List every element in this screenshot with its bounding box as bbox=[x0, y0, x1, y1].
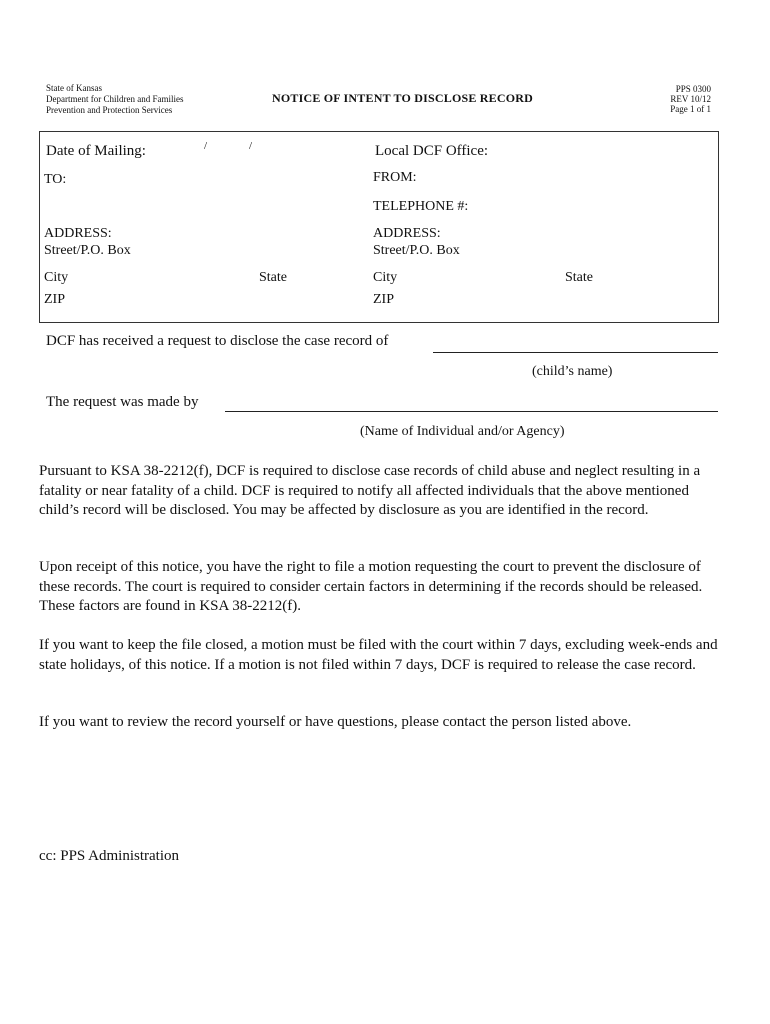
from-city-label: City bbox=[373, 270, 398, 285]
to-label: TO: bbox=[44, 172, 67, 187]
to-city-label: City bbox=[44, 270, 69, 285]
form-revision: REV 10/12 bbox=[670, 94, 711, 104]
date-of-mailing-label: Date of Mailing: bbox=[46, 143, 146, 159]
to-zip-label: ZIP bbox=[44, 292, 65, 307]
childs-name-caption: (child’s name) bbox=[532, 364, 613, 379]
form-page: Page 1 of 1 bbox=[670, 104, 711, 114]
date-separator-2: / bbox=[249, 140, 253, 152]
agency-line-department: Department for Children and Families bbox=[46, 94, 184, 104]
telephone-label: TELEPHONE #: bbox=[373, 199, 469, 214]
request-received-text: DCF has received a request to disclose the case record of bbox=[46, 333, 389, 349]
paragraph-motion-rights: Upon receipt of this notice, you have the right to file a motion requesting the court to prevent the disclosure of these records. The court is required to consider certain factors in determining if the records should be released. These factors are found in KSA 38-2212(f). bbox=[39, 559, 703, 614]
form-number: PPS 0300 bbox=[675, 84, 711, 94]
to-street-label: Street/P.O. Box bbox=[44, 243, 131, 258]
to-state-label: State bbox=[259, 270, 287, 285]
form-id-block bbox=[670, 84, 711, 114]
from-street-label: Street/P.O. Box bbox=[373, 243, 460, 258]
requester-name-field[interactable] bbox=[225, 411, 718, 412]
requester-caption: (Name of Individual and/or Agency) bbox=[360, 424, 565, 439]
from-address-label: ADDRESS: bbox=[373, 226, 441, 241]
agency-block bbox=[46, 83, 183, 116]
form-title: NOTICE OF INTENT TO DISCLOSE RECORD bbox=[272, 91, 533, 105]
agency-line-state: State of Kansas bbox=[46, 83, 102, 93]
from-state-label: State bbox=[565, 270, 593, 285]
paragraph-contact: If you want to review the record yourself or have questions, please contact the person listed above. bbox=[39, 714, 632, 730]
paragraph-motion-deadline: If you want to keep the file closed, a motion must be filed with the court within 7 days, excluding week-ends and state holidays, of this notice. If a motion is not filed within 7 days, DCF is required to release the case record. bbox=[39, 637, 718, 673]
from-zip-label: ZIP bbox=[373, 292, 394, 307]
date-separator-1: / bbox=[204, 140, 208, 152]
request-made-by-text: The request was made by bbox=[46, 394, 199, 410]
to-address-label: ADDRESS: bbox=[44, 226, 112, 241]
local-dcf-office-label: Local DCF Office: bbox=[375, 143, 489, 159]
paragraph-disclosure-requirement: Pursuant to KSA 38-2212(f), DCF is required to disclose case records of child abuse and neglect resulting in a fatality or near fatality of a child. DCF is required to notify all affected individuals that the above mentioned child’s record will be disclosed. You may be affected by disclosure as you are identified in the record. bbox=[39, 463, 701, 518]
from-label: FROM: bbox=[373, 170, 417, 185]
childs-name-field[interactable] bbox=[433, 352, 718, 353]
agency-line-division: Prevention and Protection Services bbox=[46, 105, 173, 115]
cc-line: cc: PPS Administration bbox=[39, 848, 180, 864]
